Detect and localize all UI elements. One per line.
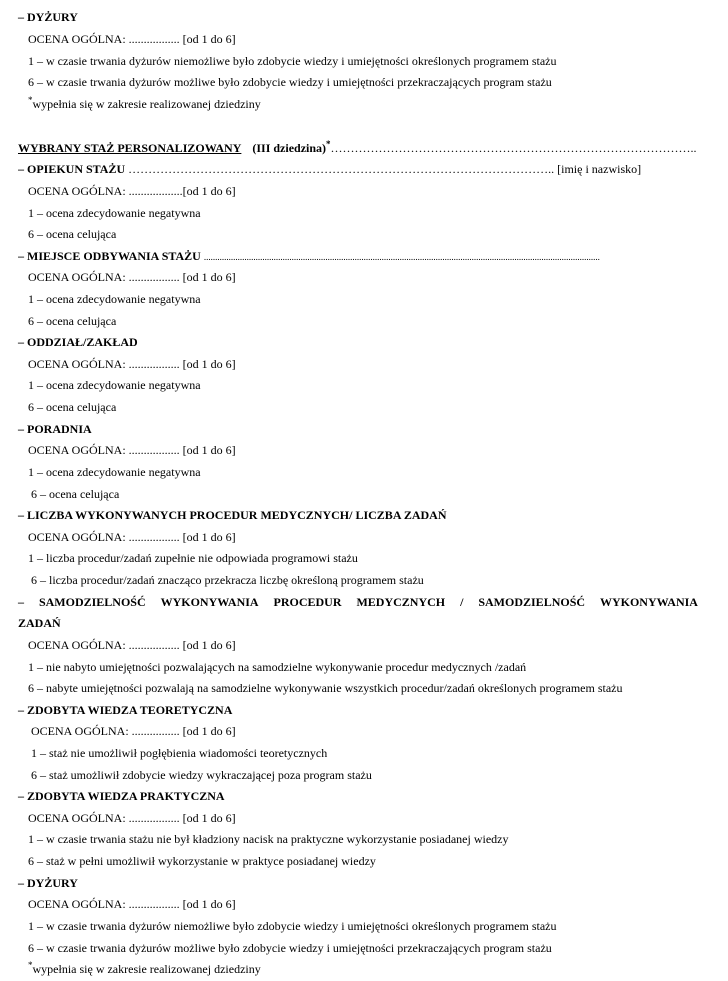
heading-word: WYKONYWANIA [599,595,698,609]
ocena-line: OCENA OGÓLNA: ................. [od 1 do 6] [28,443,236,457]
footnote-text: wypełnia się w zakresie realizowanej dziedziny [32,962,261,976]
heading-word: SAMODZIELNOŚĆ [478,595,586,609]
footnote [28,97,261,111]
opiekun-heading: – OPIEKUN STAŻU [18,162,126,176]
option-6: 6 – liczba procedur/zadań znacząco przekracza liczbę określoną programem stażu [31,573,424,587]
option-1: 1 – staż nie umożliwił pogłębienia wiadomości teoretycznych [31,746,328,760]
option-1: 1 – ocena zdecydowanie negatywna [28,292,201,306]
section-title: WYBRANY STAŻ PERSONALIZOWANY [18,141,242,155]
heading-word: WYKONYWANIA [160,595,259,609]
ocena-line: OCENA OGÓLNA: ................. [od 1 do 6] [28,811,236,825]
miejsce-row [18,249,688,263]
ocena-line: OCENA OGÓLNA: ................ [od 1 do 6] [31,724,236,738]
footnote-text: wypełnia się w zakresie realizowanej dziedziny [32,97,261,111]
ocena-line: OCENA OGÓLNA: ................. [od 1 do 6] [28,638,236,652]
option-1: 1 – liczba procedur/zadań zupełnie nie odpowiada programowi stażu [28,551,358,565]
option-6: 6 – w czasie trwania dyżurów możliwe było zdobycie wiedzy i umiejętności przekraczających program stażu [28,941,552,955]
option-1: 1 – w czasie trwania dyżurów niemożliwe było zdobycie wiedzy i umiejętności określonych programem stażu [28,919,557,933]
footnote-mark: * [28,960,33,970]
heading-word: – [18,595,24,609]
ocena-line: OCENA OGÓLNA: ................. [od 1 do 6] [28,897,236,911]
ocena-line: OCENA OGÓLNA: ................. [od 1 do 6] [28,32,236,46]
option-1: 1 – w czasie trwania dyżurów niemożliwe było zdobycie wiedzy i umiejętności określonych programem stażu [28,54,557,68]
procedury-heading: – LICZBA WYKONYWANYCH PROCEDUR MEDYCZNYCH/ LICZBA ZADAŃ [18,508,447,522]
opiekun-row [18,162,688,176]
option-6: 6 – nabyte umiejętności pozwalają na samodzielne wykonywanie wszystkich procedur/zadań określonych programem stażu [28,681,623,695]
dyzury-heading: – DYŻURY [18,10,78,24]
section-title-dots: ……………………………………………………………………………….. [330,141,697,155]
option-6: 6 – w czasie trwania dyżurów możliwe było zdobycie wiedzy i umiejętności przekraczających program stażu [28,75,552,89]
option-6: 6 – staż w pełni umożliwił wykorzystanie w praktyce posiadanej wiedzy [28,854,376,868]
option-6: 6 – ocena celująca [28,314,117,328]
ocena-line: OCENA OGÓLNA: ................. [od 1 do 6] [28,530,236,544]
poradnia-heading: – PORADNIA [18,422,92,436]
samodzielnosc-heading [18,595,698,609]
miejsce-heading: – MIEJSCE ODBYWANIA STAŻU [18,249,201,263]
ocena-line: OCENA OGÓLNA: ................. [od 1 do 6] [28,270,236,284]
option-6: 6 – ocena celująca [28,400,117,414]
option-6: 6 – staż umożliwił zdobycie wiedzy wykraczającej poza program stażu [31,768,372,782]
heading-word: SAMODZIELNOŚĆ [38,595,146,609]
heading-word: MEDYCZNYCH [356,595,446,609]
section-subtitle-mark: * [326,139,331,149]
oddzial-heading: – ODDZIAŁ/ZAKŁAD [18,335,138,349]
ocena-line: OCENA OGÓLNA: ................. [od 1 do 6] [28,357,236,371]
footnote-mark: * [28,95,33,105]
option-1: 1 – ocena zdecydowanie negatywna [28,465,201,479]
option-1: 1 – ocena zdecydowanie negatywna [28,206,201,220]
heading-word: PROCEDUR [273,595,342,609]
miejsce-dots: ................................................................................................................................................................................ [203,252,600,262]
option-6: 6 – ocena celująca [28,227,117,241]
section-title-row [18,141,697,155]
opiekun-dots: …………………………………………………………………………………………….. [128,162,555,176]
wiedza-teoretyczna-heading: – ZDOBYTA WIEDZA TEORETYCZNA [18,703,233,717]
dyzury-heading: – DYŻURY [18,876,78,890]
section-subtitle: (III dziedzina) [252,141,327,155]
wiedza-praktyczna-heading: – ZDOBYTA WIEDZA PRAKTYCZNA [18,789,225,803]
option-1: 1 – nie nabyto umiejętności pozwalających na samodzielne wykonywanie procedur medycznych /zadań [28,660,527,674]
footnote [28,962,261,976]
option-1: 1 – ocena zdecydowanie negatywna [28,378,201,392]
opiekun-suffix: [imię i nazwisko] [557,162,642,176]
option-6: 6 – ocena celująca [31,487,120,501]
samodzielnosc-heading-line2: ZADAŃ [18,616,61,630]
option-1: 1 – w czasie trwania stażu nie był kładziony nacisk na praktyczne wykorzystanie posiadanej wiedzy [28,832,509,846]
ocena-line: OCENA OGÓLNA: ..................[od 1 do 6] [28,184,236,198]
heading-word: / [460,595,464,609]
